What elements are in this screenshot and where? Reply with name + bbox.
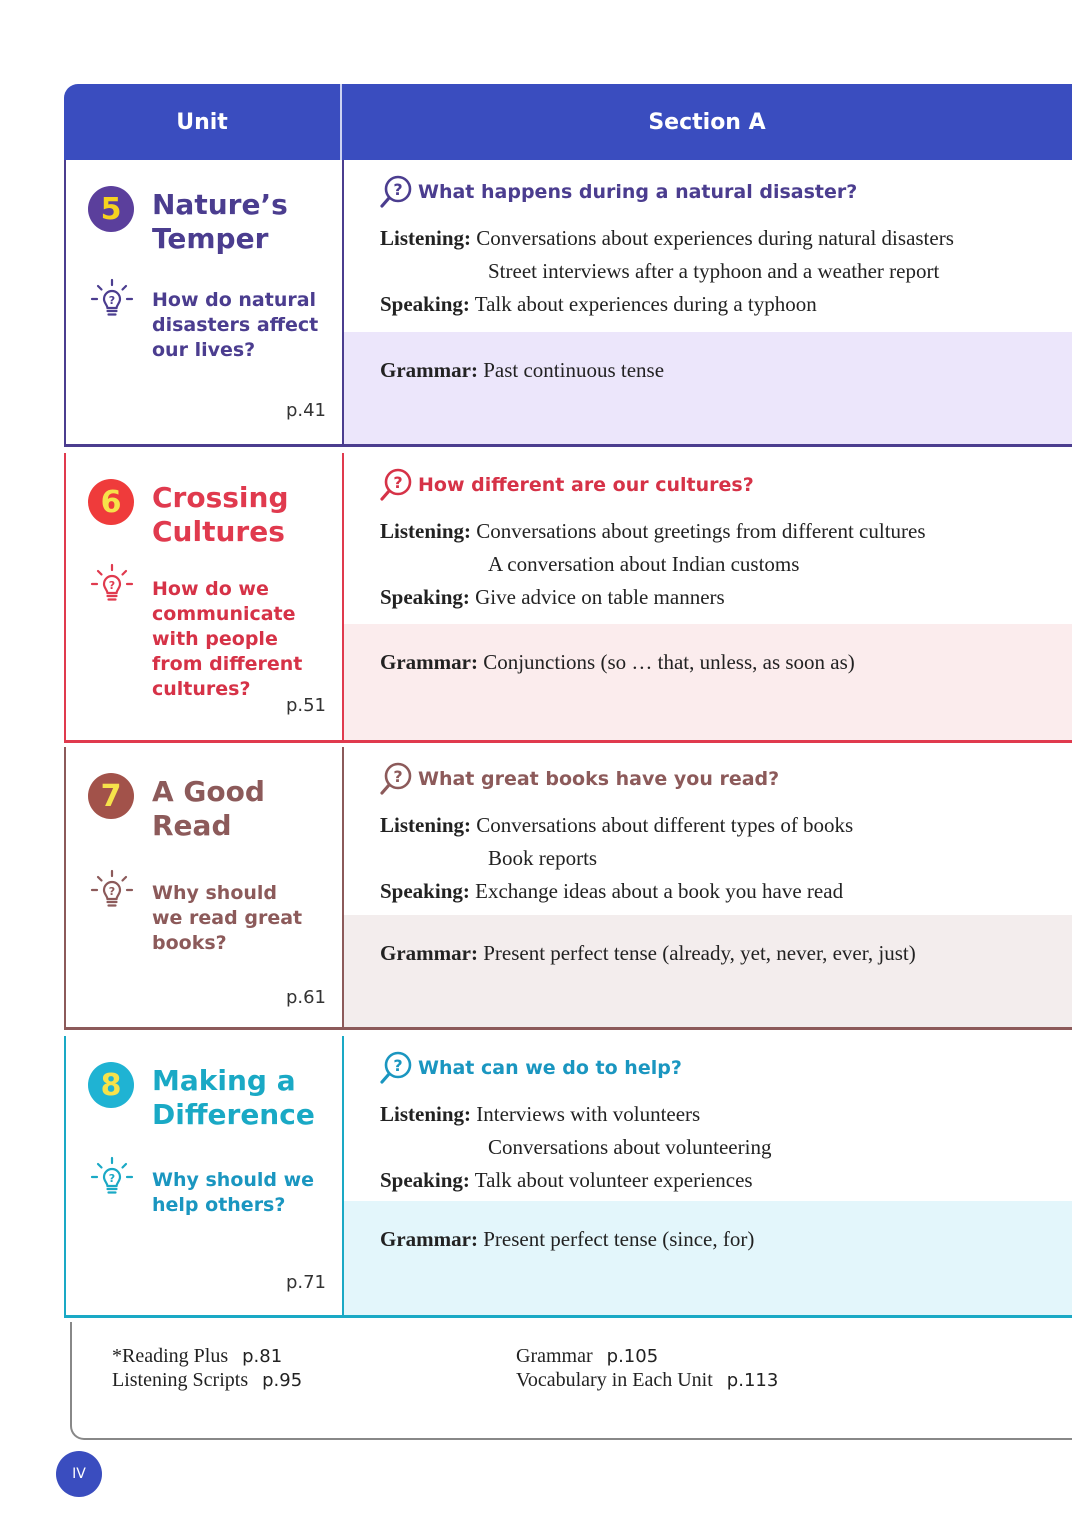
question-magnifier-icon xyxy=(378,467,414,503)
big-question: How do natural disasters affect our lives? xyxy=(152,289,319,361)
appendix-left xyxy=(112,1344,302,1392)
header-unit: Unit xyxy=(64,84,342,160)
svg-text:?: ? xyxy=(393,1056,403,1075)
speaking-item: Talk about volunteer experiences xyxy=(474,1168,753,1192)
contents-table xyxy=(64,84,1072,1318)
unit-row xyxy=(64,747,1072,1030)
svg-text:?: ? xyxy=(108,885,116,898)
svg-text:?: ? xyxy=(108,1172,116,1185)
appendix-box xyxy=(70,1322,1072,1440)
grammar-label: Grammar: xyxy=(380,650,478,674)
appendix-entry[interactable]: Listening Scripts p.95 xyxy=(112,1369,303,1391)
header-section-a: Section A xyxy=(648,109,766,135)
lightbulb-icon xyxy=(90,278,134,322)
grammar-line xyxy=(380,650,855,675)
big-question: How do we communicate with people from different cultures? xyxy=(152,578,303,700)
table-header xyxy=(64,84,1072,160)
grammar-text: Conjunctions (so … that, unless, as soon as) xyxy=(483,650,855,674)
listening-label: Listening: xyxy=(380,813,472,837)
section-question-text: What great books have you read? xyxy=(418,768,780,790)
listening-line xyxy=(380,842,853,875)
unit-row xyxy=(64,1036,1072,1318)
lightbulb-icon xyxy=(90,563,134,607)
unit-number-badge: 6 xyxy=(88,479,134,525)
listening-line xyxy=(380,255,954,288)
page-number-badge: IV xyxy=(56,1451,102,1497)
section-question xyxy=(378,761,779,797)
svg-text:?: ? xyxy=(393,180,403,199)
appendix-entry[interactable]: *Reading Plus p.81 xyxy=(112,1345,283,1367)
skills-list xyxy=(380,515,926,614)
lightbulb-icon xyxy=(90,869,134,913)
unit-row xyxy=(64,453,1072,743)
grammar-text: Present perfect tense (since, for) xyxy=(483,1227,755,1251)
listening-item: Conversations about greetings from different cultures xyxy=(476,519,926,543)
unit-cell xyxy=(64,453,344,740)
speaking-label: Speaking: xyxy=(380,585,470,609)
grammar-band xyxy=(344,332,1072,444)
section-question-text: What happens during a natural disaster? xyxy=(418,181,858,203)
listening-label: Listening: xyxy=(380,519,472,543)
big-question: Why should we read great books? xyxy=(152,882,303,954)
unit-title[interactable]: Nature’s Temper xyxy=(152,188,288,255)
grammar-label: Grammar: xyxy=(380,941,478,965)
section-question-text: What can we do to help? xyxy=(418,1057,682,1079)
listening-line xyxy=(380,1098,771,1131)
skills-list xyxy=(380,809,853,908)
question-magnifier-icon xyxy=(378,1050,414,1086)
skills-list xyxy=(380,1098,771,1197)
appendix-right xyxy=(516,1344,778,1392)
listening-item: A conversation about Indian customs xyxy=(488,552,800,576)
unit-cell xyxy=(64,1036,344,1315)
section-a-cell xyxy=(344,747,1072,1027)
lightbulb-icon xyxy=(90,1156,134,1200)
listening-item: Book reports xyxy=(488,846,598,870)
appendix-entry[interactable]: Grammar p.105 xyxy=(516,1345,659,1367)
unit-number-badge: 7 xyxy=(88,773,134,819)
listening-item: Conversations about volunteering xyxy=(488,1135,772,1159)
skills-list xyxy=(380,222,954,321)
listening-line xyxy=(380,548,926,581)
listening-item: Street interviews after a typhoon and a weather report xyxy=(488,259,940,283)
unit-number-badge: 5 xyxy=(88,186,134,232)
speaking-item: Talk about experiences during a typhoon xyxy=(474,292,817,316)
speaking-item: Exchange ideas about a book you have read xyxy=(475,879,844,903)
big-question: Why should we help others? xyxy=(152,1169,315,1216)
question-magnifier-icon xyxy=(378,174,414,210)
unit-page-ref[interactable]: p.41 xyxy=(285,400,326,421)
section-a-cell xyxy=(344,160,1072,444)
speaking-item: Give advice on table manners xyxy=(475,585,725,609)
listening-item: Conversations about experiences during natural disasters xyxy=(476,226,954,250)
section-question xyxy=(378,467,754,503)
grammar-label: Grammar: xyxy=(380,1227,478,1251)
question-magnifier-icon xyxy=(378,761,414,797)
unit-page-ref[interactable]: p.51 xyxy=(285,695,326,716)
speaking-line xyxy=(380,581,926,614)
section-question xyxy=(378,1050,682,1086)
section-a-cell xyxy=(344,453,1072,740)
svg-text:?: ? xyxy=(393,473,403,492)
grammar-band xyxy=(344,1201,1072,1315)
listening-line xyxy=(380,222,954,255)
listening-item: Interviews with volunteers xyxy=(476,1102,701,1126)
grammar-text: Present perfect tense (already, yet, never, ever, just) xyxy=(483,941,916,965)
svg-text:?: ? xyxy=(108,294,116,307)
unit-row xyxy=(64,160,1072,447)
grammar-line xyxy=(380,358,664,383)
unit-title[interactable]: Making a Difference xyxy=(152,1064,315,1131)
unit-cell xyxy=(64,747,344,1027)
grammar-text: Past continuous tense xyxy=(483,358,665,382)
unit-page-ref[interactable]: p.61 xyxy=(285,987,326,1008)
grammar-line xyxy=(380,941,916,966)
listening-item: Conversations about different types of books xyxy=(476,813,854,837)
appendix-entry[interactable]: Vocabulary in Each Unit p.113 xyxy=(516,1369,779,1391)
svg-text:?: ? xyxy=(393,767,403,786)
listening-line xyxy=(380,1131,771,1164)
unit-number-badge: 8 xyxy=(88,1062,134,1108)
grammar-band xyxy=(344,624,1072,740)
speaking-line xyxy=(380,875,853,908)
section-question-text: How different are our cultures? xyxy=(418,474,754,496)
listening-label: Listening: xyxy=(380,1102,472,1126)
unit-title[interactable]: Crossing Cultures xyxy=(152,481,289,548)
unit-page-ref[interactable]: p.71 xyxy=(285,1272,326,1293)
svg-text:?: ? xyxy=(108,579,116,592)
listening-line xyxy=(380,515,926,548)
section-question xyxy=(378,174,857,210)
grammar-band xyxy=(344,915,1072,1027)
speaking-line xyxy=(380,288,954,321)
speaking-label: Speaking: xyxy=(380,879,470,903)
speaking-label: Speaking: xyxy=(380,292,470,316)
section-a-cell xyxy=(344,1036,1072,1315)
speaking-label: Speaking: xyxy=(380,1168,470,1192)
unit-cell xyxy=(64,160,344,444)
grammar-label: Grammar: xyxy=(380,358,478,382)
unit-title[interactable]: A Good Read xyxy=(152,775,265,842)
listening-label: Listening: xyxy=(380,226,472,250)
grammar-line xyxy=(380,1227,754,1252)
speaking-line xyxy=(380,1164,771,1197)
listening-line xyxy=(380,809,853,842)
